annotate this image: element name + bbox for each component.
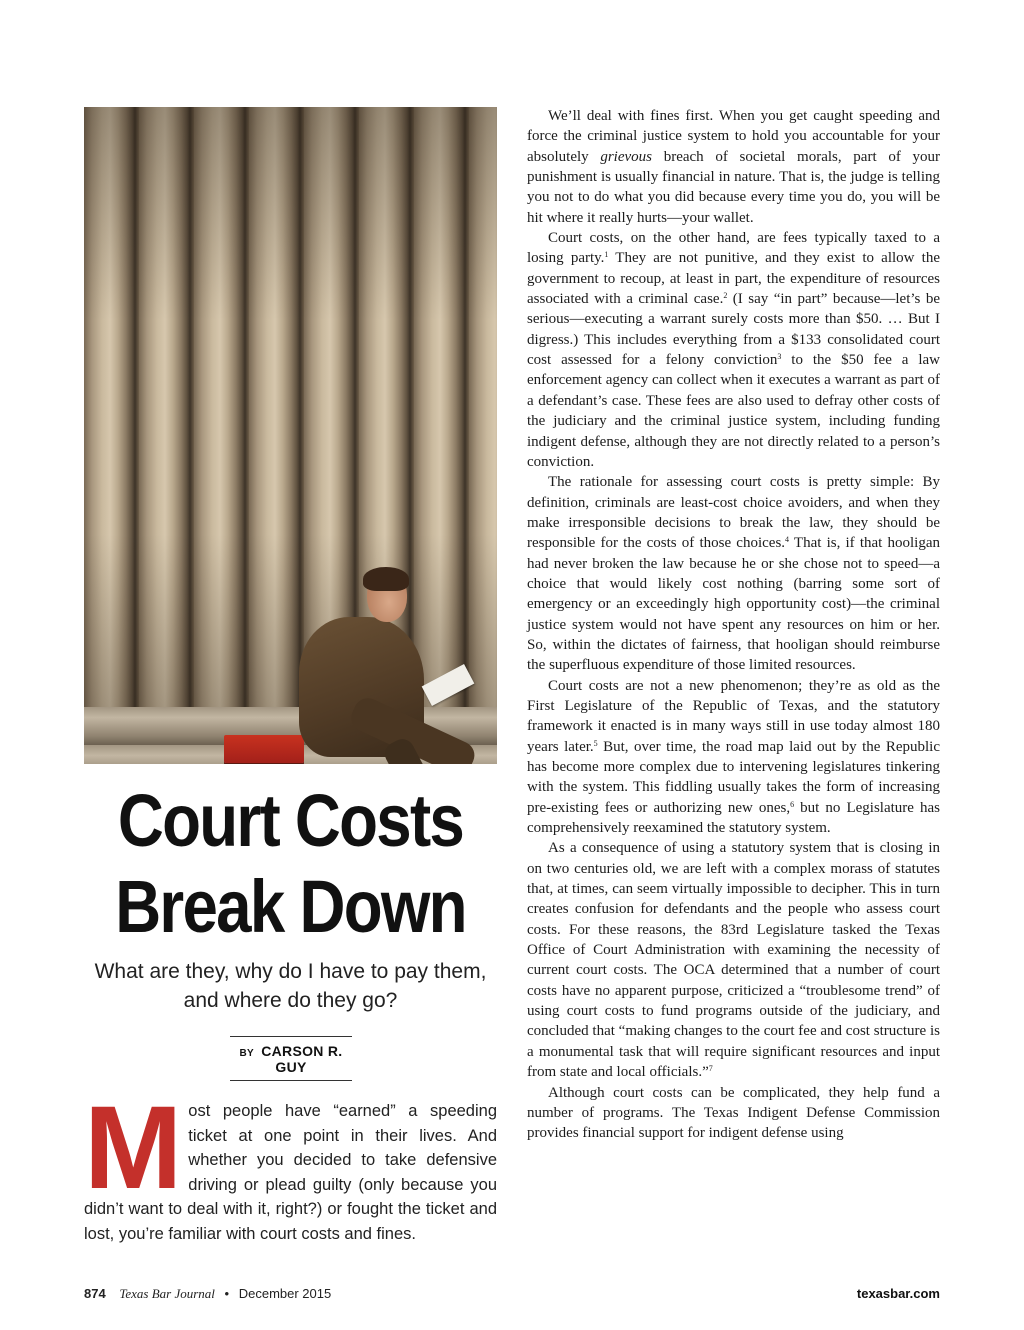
body-paragraph: Although court costs can be complicated, they help fund a number of programs. The Texas Indigent Defense Commission provides financial support for indigent defense using	[527, 1084, 940, 1142]
article-title-line1: Court Costs	[117, 779, 464, 862]
footnote-ref: 7	[708, 1064, 713, 1074]
footnote-ref: 6	[790, 799, 795, 809]
body-column	[527, 106, 940, 1144]
body-paragraph: The rationale for assessing court costs is pretty simple: By definition, criminals are least-cost choice avoiders, and when they make irresponsible decisions to break the law, they should be responsible for the costs of those choices.$^4$ That is, if that hooligan had never broken the law because he or she chose not to speed—a choice that would likely cost nothing (barring some sort of emergency or an exceedingly high opportunity cost)—the criminal justice system would not have spent any resources on him or her. So, within the dictates of fairness, that hooligan should reimburse the superfluous expenditure of those limited resources.	[527, 474, 940, 674]
website-link[interactable]: texasbar.com	[856, 1286, 940, 1301]
footnote-ref: 4	[785, 535, 790, 545]
footnote-ref: 1	[604, 250, 609, 260]
photo-columns	[84, 107, 497, 717]
body-paragraph: We’ll deal with fines first. When you get caught speeding and force the criminal justice system to hold you accountable for your absolutely grievous breach of societal morals, part of your punishment is usually financial in nature. That is, the judge is telling you not to do what you did because every time you do, you will be hit where it really hurts—your wallet.	[527, 108, 940, 226]
page-footer	[84, 1286, 331, 1302]
intro-paragraph	[84, 1082, 497, 1246]
footnote-ref: 2	[723, 291, 728, 301]
drop-cap: M	[84, 1082, 179, 1214]
courthouse-steps-photo	[84, 107, 497, 764]
article-subtitle: What are they, why do I have to pay them, and where do they go?	[94, 960, 487, 1012]
journal-name: Texas Bar Journal	[119, 1286, 215, 1301]
footer-bullet: •	[224, 1286, 230, 1301]
body-paragraph: Court costs are not a new phenomenon; they’re as old as the First Legislature of the Republic of Texas, and the statutory framework it enacted is in many ways still in use today almost 180 years later.$^5$ But, over time, the road map laid out by the Republic has become more complex due to intervening legislatures tinkering with the system. This fiddling usually takes the form of increasing pre-existing fees or authorizing new ones,$^6$ but no Legislature has comprehensively reexamined the statutory system.	[527, 677, 940, 837]
issue-date: December 2015	[238, 1286, 332, 1301]
photo-man-hair	[363, 567, 409, 591]
footnote-ref: 5	[593, 738, 598, 748]
byline	[230, 1036, 352, 1081]
author-name: CARSON R. GUY	[261, 1043, 343, 1075]
article-title-line2: Break Down	[115, 865, 466, 948]
footnote-ref: 3	[777, 352, 782, 362]
intro-text: ost people have “earned” a speeding ticket at one point in their lives. And whether you decided to take defensive driving or plead guilty (only because you didn’t want to deal with it, right?) or fought the ticket and lost, you’re familiar with court costs and fines.	[84, 1102, 497, 1243]
body-paragraph: Court costs, on the other hand, are fees typically taxed to a losing party.$^1$ They are not punitive, and they exist to allow the government to recoup, at least in part, the expenditure of resources associated with a criminal case.$^2$ (I say “in part” because—let’s be serious—executing a warrant surely costs more than $50. … But I digress.) This includes everything from a $133 consolidated court cost assessed for a felony conviction$^3$ to the $50 fee a law enforcement agency can collect when it executes a warrant as part of a defendant’s case. These fees are also used to defray other costs of the judiciary and the criminal justice system, including funding indigent defense, although they are not directly related to a person’s conviction.	[527, 230, 940, 470]
article-title	[113, 778, 468, 950]
byline-prefix: BY	[239, 1048, 255, 1059]
body-paragraph: As a consequence of using a statutory system that is closing in on two centuries old, we are left with a complex morass of statutes that, at times, can seem virtually impossible to decipher. This in turn creates confusion for defendants and the people who assess court costs. For these reasons, the 83rd Legislature tasked the Texas Office of Court Administration with examining the necessity of current court costs. The OCA determined that a number of court costs have no apparent purpose, criticized a “troublesome trend” of using court costs to fund programs outside of the judiciary, and concluded that “making changes to the court fee and cost structure is a monumental task that will require significant resources and input from state and local officials.”$^7$	[527, 840, 940, 1081]
photo-red-briefcase	[224, 735, 304, 763]
page-number: 874	[84, 1286, 106, 1301]
